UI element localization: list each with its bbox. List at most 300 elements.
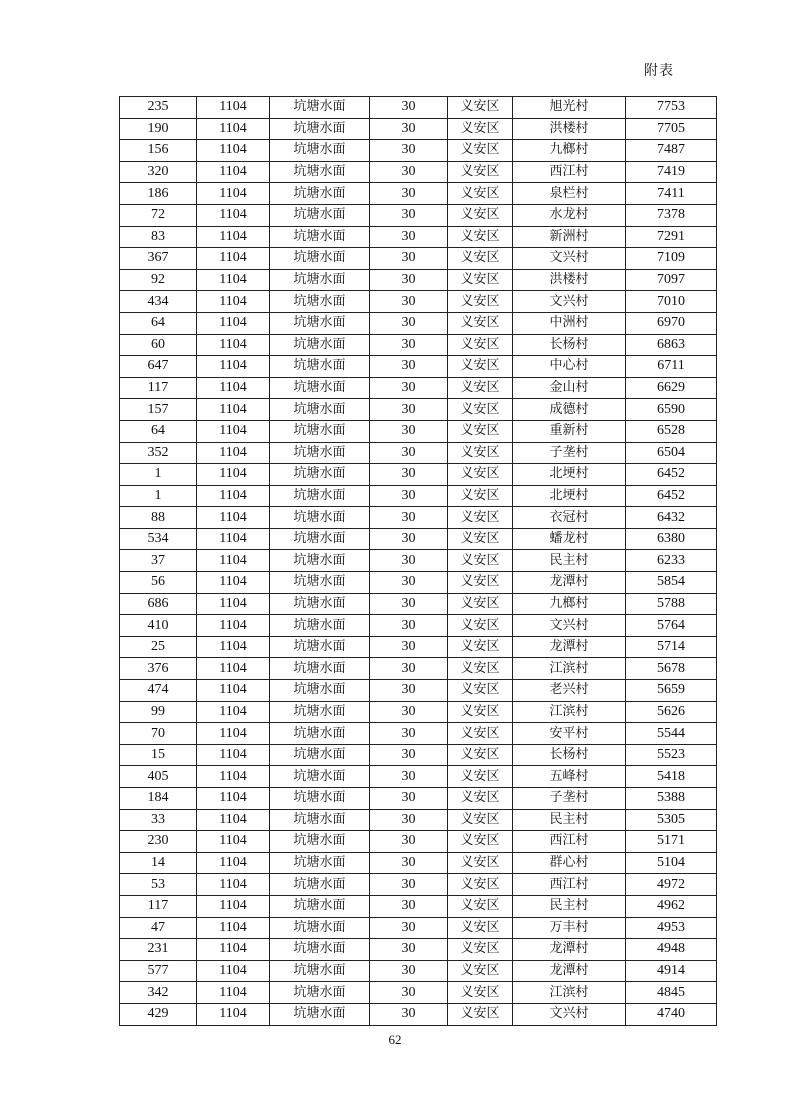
land-code-cell: 1104 [197,982,270,1004]
area-cell: 4740 [626,1003,717,1025]
table-row [120,636,717,658]
village-cell: 安平村 [513,723,626,745]
land-code-cell: 1104 [197,852,270,874]
village-cell: 老兴村 [513,680,626,702]
land-code-cell: 1104 [197,269,270,291]
land-code-cell: 1104 [197,1003,270,1025]
village-cell: 水龙村 [513,204,626,226]
table-row [120,723,717,745]
value-cell: 30 [370,680,448,702]
area-cell: 4914 [626,960,717,982]
land-type-cell: 坑塘水面 [270,917,370,939]
land-code-cell: 1104 [197,766,270,788]
value-cell: 30 [370,269,448,291]
record-id-cell: 429 [120,1003,197,1025]
value-cell: 30 [370,312,448,334]
value-cell: 30 [370,356,448,378]
land-code-cell: 1104 [197,723,270,745]
record-id-cell: 14 [120,852,197,874]
table-row [120,982,717,1004]
land-code-cell: 1104 [197,744,270,766]
land-type-cell: 坑塘水面 [270,420,370,442]
record-id-cell: 405 [120,766,197,788]
table-row [120,615,717,637]
value-cell: 30 [370,939,448,961]
land-code-cell: 1104 [197,118,270,140]
value-cell: 30 [370,701,448,723]
table-row [120,334,717,356]
value-cell: 30 [370,485,448,507]
record-id-cell: 434 [120,291,197,313]
land-type-cell: 坑塘水面 [270,161,370,183]
village-cell: 中洲村 [513,312,626,334]
area-cell: 7378 [626,204,717,226]
record-id-cell: 230 [120,831,197,853]
land-type-cell: 坑塘水面 [270,204,370,226]
district-cell: 义安区 [448,615,513,637]
district-cell: 义安区 [448,723,513,745]
district-cell: 义安区 [448,420,513,442]
village-cell: 西江村 [513,161,626,183]
table-row [120,528,717,550]
land-type-cell: 坑塘水面 [270,809,370,831]
record-id-cell: 25 [120,636,197,658]
table-row [120,140,717,162]
area-cell: 6711 [626,356,717,378]
land-code-cell: 1104 [197,485,270,507]
village-cell: 重新村 [513,420,626,442]
district-cell: 义安区 [448,377,513,399]
land-code-cell: 1104 [197,399,270,421]
village-cell: 长杨村 [513,744,626,766]
record-id-cell: 1 [120,464,197,486]
village-cell: 龙潭村 [513,960,626,982]
district-cell: 义安区 [448,334,513,356]
record-id-cell: 367 [120,248,197,270]
value-cell: 30 [370,140,448,162]
land-type-cell: 坑塘水面 [270,442,370,464]
land-type-cell: 坑塘水面 [270,593,370,615]
table-row [120,442,717,464]
area-cell: 5788 [626,593,717,615]
village-cell: 泉栏村 [513,183,626,205]
table-row [120,161,717,183]
value-cell: 30 [370,204,448,226]
record-id-cell: 235 [120,97,197,119]
land-type-cell: 坑塘水面 [270,615,370,637]
land-type-cell: 坑塘水面 [270,312,370,334]
value-cell: 30 [370,766,448,788]
land-type-cell: 坑塘水面 [270,97,370,119]
table-row [120,831,717,853]
value-cell: 30 [370,507,448,529]
area-cell: 6528 [626,420,717,442]
land-code-cell: 1104 [197,636,270,658]
district-cell: 义安区 [448,658,513,680]
district-cell: 义安区 [448,528,513,550]
value-cell: 30 [370,723,448,745]
village-cell: 文兴村 [513,1003,626,1025]
value-cell: 30 [370,464,448,486]
value-cell: 30 [370,744,448,766]
village-cell: 洪楼村 [513,269,626,291]
district-cell: 义安区 [448,226,513,248]
land-code-cell: 1104 [197,183,270,205]
value-cell: 30 [370,183,448,205]
area-cell: 6629 [626,377,717,399]
village-cell: 成德村 [513,399,626,421]
district-cell: 义安区 [448,572,513,594]
village-cell: 衣冠村 [513,507,626,529]
area-cell: 5714 [626,636,717,658]
area-cell: 7487 [626,140,717,162]
village-cell: 龙潭村 [513,636,626,658]
table-row [120,118,717,140]
land-code-cell: 1104 [197,917,270,939]
district-cell: 义安区 [448,269,513,291]
record-id-cell: 117 [120,895,197,917]
village-cell: 民主村 [513,550,626,572]
district-cell: 义安区 [448,809,513,831]
land-code-cell: 1104 [197,334,270,356]
record-id-cell: 342 [120,982,197,1004]
land-type-cell: 坑塘水面 [270,399,370,421]
value-cell: 30 [370,636,448,658]
land-type-cell: 坑塘水面 [270,939,370,961]
area-cell: 4845 [626,982,717,1004]
value-cell: 30 [370,118,448,140]
area-cell: 5104 [626,852,717,874]
district-cell: 义安区 [448,1003,513,1025]
page-header-label: 附表 [644,63,674,79]
table-row [120,917,717,939]
value-cell: 30 [370,960,448,982]
district-cell: 义安区 [448,97,513,119]
land-type-cell: 坑塘水面 [270,334,370,356]
value-cell: 30 [370,377,448,399]
land-type-cell: 坑塘水面 [270,960,370,982]
table-row [120,766,717,788]
land-type-cell: 坑塘水面 [270,118,370,140]
land-type-cell: 坑塘水面 [270,766,370,788]
area-cell: 4962 [626,895,717,917]
land-code-cell: 1104 [197,809,270,831]
value-cell: 30 [370,572,448,594]
district-cell: 义安区 [448,593,513,615]
table-row [120,204,717,226]
table-row [120,960,717,982]
district-cell: 义安区 [448,831,513,853]
district-cell: 义安区 [448,766,513,788]
value-cell: 30 [370,874,448,896]
value-cell: 30 [370,852,448,874]
village-cell: 中心村 [513,356,626,378]
land-code-cell: 1104 [197,97,270,119]
table-row [120,226,717,248]
village-cell: 旭光村 [513,97,626,119]
district-cell: 义安区 [448,183,513,205]
area-cell: 4953 [626,917,717,939]
value-cell: 30 [370,1003,448,1025]
table-row [120,1003,717,1025]
land-type-cell: 坑塘水面 [270,636,370,658]
land-code-cell: 1104 [197,528,270,550]
land-code-cell: 1104 [197,550,270,572]
land-code-cell: 1104 [197,291,270,313]
area-cell: 5854 [626,572,717,594]
value-cell: 30 [370,97,448,119]
record-id-cell: 92 [120,269,197,291]
table-row [120,269,717,291]
area-cell: 7705 [626,118,717,140]
land-code-cell: 1104 [197,788,270,810]
table-row [120,680,717,702]
table-row [120,701,717,723]
record-id-cell: 117 [120,377,197,399]
table-row [120,788,717,810]
value-cell: 30 [370,399,448,421]
record-id-cell: 647 [120,356,197,378]
village-cell: 五峰村 [513,766,626,788]
village-cell: 文兴村 [513,615,626,637]
area-cell: 6590 [626,399,717,421]
district-cell: 义安区 [448,248,513,270]
district-cell: 义安区 [448,895,513,917]
district-cell: 义安区 [448,464,513,486]
district-cell: 义安区 [448,161,513,183]
record-id-cell: 376 [120,658,197,680]
value-cell: 30 [370,226,448,248]
table-row [120,485,717,507]
area-cell: 5678 [626,658,717,680]
land-code-cell: 1104 [197,831,270,853]
land-type-cell: 坑塘水面 [270,356,370,378]
land-type-cell: 坑塘水面 [270,183,370,205]
area-cell: 7010 [626,291,717,313]
land-type-cell: 坑塘水面 [270,874,370,896]
land-code-cell: 1104 [197,420,270,442]
record-id-cell: 231 [120,939,197,961]
village-cell: 九榔村 [513,593,626,615]
table-row [120,97,717,119]
record-id-cell: 70 [120,723,197,745]
area-cell: 7753 [626,97,717,119]
page-number: 62 [388,1032,402,1047]
value-cell: 30 [370,831,448,853]
record-id-cell: 190 [120,118,197,140]
district-cell: 义安区 [448,204,513,226]
land-type-cell: 坑塘水面 [270,507,370,529]
district-cell: 义安区 [448,312,513,334]
village-cell: 江滨村 [513,982,626,1004]
district-cell: 义安区 [448,744,513,766]
district-cell: 义安区 [448,874,513,896]
table-row [120,377,717,399]
land-code-cell: 1104 [197,312,270,334]
value-cell: 30 [370,291,448,313]
land-code-cell: 1104 [197,895,270,917]
value-cell: 30 [370,982,448,1004]
table-row [120,312,717,334]
district-cell: 义安区 [448,507,513,529]
record-id-cell: 474 [120,680,197,702]
area-cell: 6233 [626,550,717,572]
land-type-cell: 坑塘水面 [270,140,370,162]
area-cell: 6432 [626,507,717,529]
land-type-cell: 坑塘水面 [270,226,370,248]
area-cell: 7109 [626,248,717,270]
area-cell: 5388 [626,788,717,810]
value-cell: 30 [370,788,448,810]
land-type-cell: 坑塘水面 [270,982,370,1004]
record-id-cell: 64 [120,312,197,334]
district-cell: 义安区 [448,788,513,810]
table-row [120,356,717,378]
value-cell: 30 [370,615,448,637]
village-cell: 子垄村 [513,788,626,810]
land-code-cell: 1104 [197,140,270,162]
value-cell: 30 [370,917,448,939]
district-cell: 义安区 [448,852,513,874]
district-cell: 义安区 [448,442,513,464]
district-cell: 义安区 [448,917,513,939]
record-id-cell: 47 [120,917,197,939]
table-row [120,809,717,831]
village-cell: 民主村 [513,809,626,831]
table-row [120,572,717,594]
land-type-cell: 坑塘水面 [270,572,370,594]
area-cell: 5626 [626,701,717,723]
area-cell: 7097 [626,269,717,291]
area-cell: 7291 [626,226,717,248]
area-cell: 5523 [626,744,717,766]
land-code-cell: 1104 [197,960,270,982]
table-row [120,852,717,874]
land-type-cell: 坑塘水面 [270,723,370,745]
village-cell: 西江村 [513,831,626,853]
land-type-cell: 坑塘水面 [270,852,370,874]
table-row [120,183,717,205]
land-type-cell: 坑塘水面 [270,658,370,680]
table-row [120,895,717,917]
area-cell: 7419 [626,161,717,183]
district-cell: 义安区 [448,939,513,961]
record-id-cell: 37 [120,550,197,572]
land-code-cell: 1104 [197,939,270,961]
land-type-cell: 坑塘水面 [270,895,370,917]
district-cell: 义安区 [448,485,513,507]
table-row [120,593,717,615]
record-id-cell: 410 [120,615,197,637]
land-code-cell: 1104 [197,507,270,529]
village-cell: 文兴村 [513,291,626,313]
data-table [119,96,717,1026]
land-code-cell: 1104 [197,593,270,615]
district-cell: 义安区 [448,701,513,723]
area-cell: 6863 [626,334,717,356]
record-id-cell: 184 [120,788,197,810]
area-cell: 4948 [626,939,717,961]
village-cell: 洪楼村 [513,118,626,140]
area-cell: 5659 [626,680,717,702]
table-row [120,399,717,421]
village-cell: 新洲村 [513,226,626,248]
district-cell: 义安区 [448,399,513,421]
land-type-cell: 坑塘水面 [270,291,370,313]
district-cell: 义安区 [448,356,513,378]
table-row [120,507,717,529]
land-code-cell: 1104 [197,442,270,464]
village-cell: 蟠龙村 [513,528,626,550]
district-cell: 义安区 [448,636,513,658]
land-code-cell: 1104 [197,226,270,248]
land-code-cell: 1104 [197,464,270,486]
land-type-cell: 坑塘水面 [270,464,370,486]
table-body [120,97,717,1026]
land-type-cell: 坑塘水面 [270,680,370,702]
value-cell: 30 [370,420,448,442]
land-code-cell: 1104 [197,572,270,594]
value-cell: 30 [370,809,448,831]
area-cell: 5764 [626,615,717,637]
area-cell: 5544 [626,723,717,745]
district-cell: 义安区 [448,960,513,982]
record-id-cell: 83 [120,226,197,248]
table-row [120,744,717,766]
land-type-cell: 坑塘水面 [270,701,370,723]
record-id-cell: 352 [120,442,197,464]
value-cell: 30 [370,248,448,270]
table-row [120,248,717,270]
table-row [120,420,717,442]
village-cell: 龙潭村 [513,572,626,594]
record-id-cell: 88 [120,507,197,529]
area-cell: 5418 [626,766,717,788]
value-cell: 30 [370,528,448,550]
land-code-cell: 1104 [197,874,270,896]
village-cell: 文兴村 [513,248,626,270]
area-cell: 5305 [626,809,717,831]
district-cell: 义安区 [448,550,513,572]
table-row [120,291,717,313]
district-cell: 义安区 [448,982,513,1004]
value-cell: 30 [370,550,448,572]
record-id-cell: 33 [120,809,197,831]
village-cell: 长杨村 [513,334,626,356]
record-id-cell: 534 [120,528,197,550]
village-cell: 北埂村 [513,485,626,507]
village-cell: 龙潭村 [513,939,626,961]
land-code-cell: 1104 [197,248,270,270]
land-type-cell: 坑塘水面 [270,377,370,399]
land-code-cell: 1104 [197,701,270,723]
area-cell: 5171 [626,831,717,853]
village-cell: 金山村 [513,377,626,399]
village-cell: 江滨村 [513,658,626,680]
record-id-cell: 56 [120,572,197,594]
land-type-cell: 坑塘水面 [270,485,370,507]
village-cell: 九榔村 [513,140,626,162]
land-type-cell: 坑塘水面 [270,1003,370,1025]
district-cell: 义安区 [448,118,513,140]
record-id-cell: 60 [120,334,197,356]
record-id-cell: 1 [120,485,197,507]
land-type-cell: 坑塘水面 [270,248,370,270]
land-type-cell: 坑塘水面 [270,528,370,550]
value-cell: 30 [370,334,448,356]
table-row [120,874,717,896]
record-id-cell: 157 [120,399,197,421]
